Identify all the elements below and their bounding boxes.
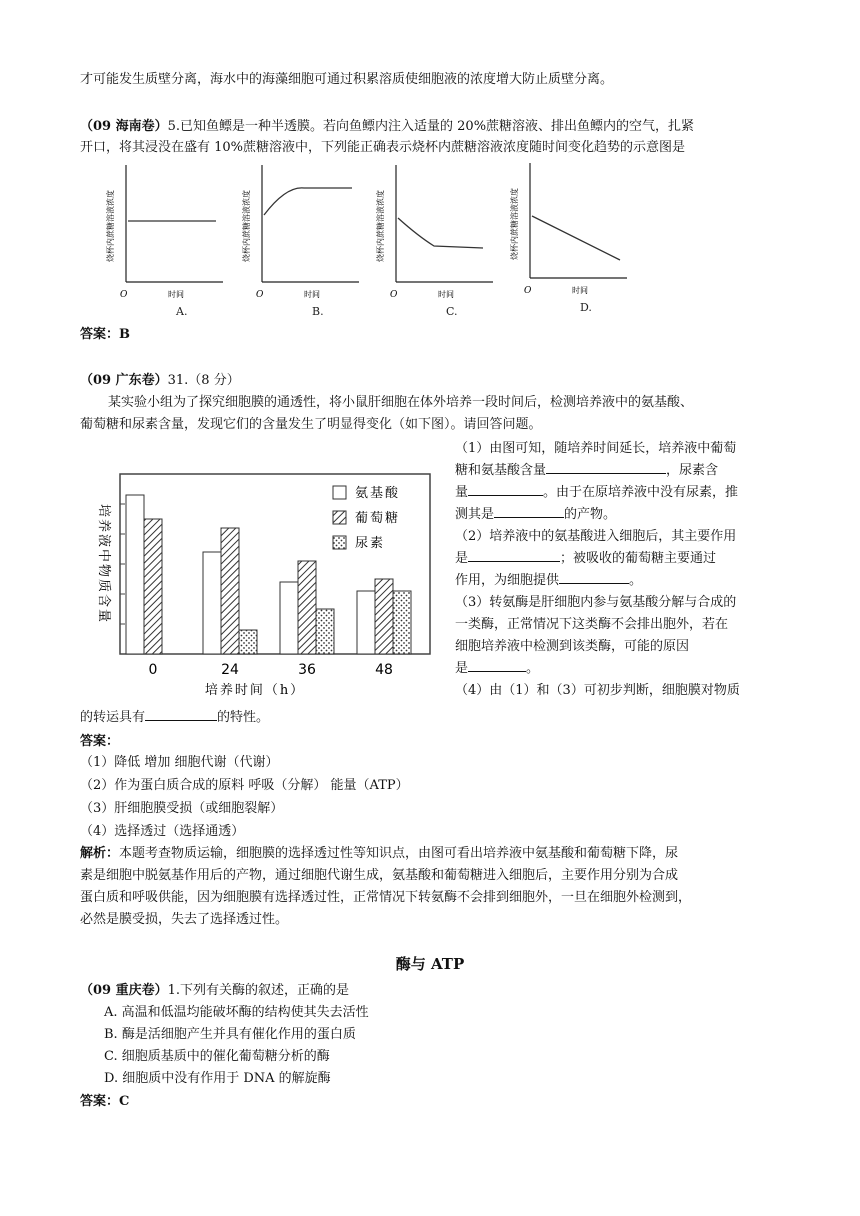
subq-line: 是 ；被吸收的葡萄糖主要通过 [455,551,717,566]
answer-2: （2）作为蛋白质合成的原料 呼吸（分解） 能量（ATP） [80,778,409,793]
bar-葡萄糖-48 [375,579,393,654]
x-axis-label: 培养时间（h） [204,683,306,698]
answer-blank[interactable] [468,483,543,496]
option-d-label: D. [580,301,592,314]
bar-chart [80,464,440,696]
option-a-label: A. [176,305,188,318]
answer-blank[interactable] [468,659,526,672]
question-score: 31.（8 分） [167,373,240,388]
answer-q5: 答案：B [80,327,130,342]
bar-尿素-24 [239,630,257,654]
option-b-graph [244,160,364,310]
subq-line: 是 。 [455,661,540,676]
legend-label: 葡萄糖 [355,511,401,526]
axis-label: 时间 [572,286,588,295]
choice-c: C. 细胞质基质中的催化葡萄糖分析的酶 [104,1049,330,1064]
subq-line: 一类酶，正常情况下这类酶不会排出胞外，若在 [455,617,729,632]
origin-label: O [390,290,398,300]
legend-swatch [333,536,346,549]
legend-label: 尿素 [355,536,386,551]
bar-尿素-48 [393,591,411,654]
bar-chart-svg [80,464,440,696]
axis-label: 时间 [438,290,454,299]
answer-1: （1）降低 增加 细胞代谢（代谢） [80,755,279,770]
option-d-graph [512,158,632,308]
subq-line: 细胞培养液中检测到该类酶，可能的原因 [455,639,690,654]
question-31-header [80,372,240,390]
subq-line: 量 。由于在原培养液中没有尿素，推 [455,485,739,500]
choice-d: D. 细胞质中没有作用于 DNA 的解旋酶 [104,1071,331,1086]
x-tick-label: 0 [148,662,158,678]
subq-line: （1）由图可知，随培养时间延长，培养液中葡萄 [455,441,737,456]
answer-blank[interactable] [546,461,666,474]
x-tick-label: 48 [375,662,393,678]
subq-line: （3）转氨酶是肝细胞内参与氨基酸分解与合成的 [455,595,737,610]
text-line: 才可能发生质壁分离，海水中的海藻细胞可通过积累溶质使细胞液的浓度增大防止质壁分离。 [80,72,614,87]
x-tick-label: 24 [221,662,239,678]
question-31-stem2: 葡萄糖和尿素含量，发现它们的含量发生了明显得变化（如下图）。请回答问题。 [80,417,542,432]
bar-氨基酸-48 [357,591,375,654]
subq-line: 测其是 的产物。 [455,507,617,522]
bar-氨基酸-24 [203,552,221,654]
choice-b: B. 酶是活细胞产生并具有催化作用的蛋白质 [104,1027,356,1042]
subq-line: 糖和氨基酸含量 ，尿素含 [455,463,719,478]
option-c-graph [378,160,498,310]
option-b-label: B. [312,305,324,318]
bar-氨基酸-36 [280,582,298,654]
analysis-line1: 解析：本题考查物质运输，细胞膜的选择透过性等知识点，由图可看出培养液中氨基酸和葡萄糖下降，尿 [80,846,679,861]
answer-blank[interactable] [145,708,217,721]
answer-3: （3）肝细胞膜受损（或细胞裂解） [80,801,284,816]
bar-尿素-36 [316,609,334,654]
answer-blank[interactable] [468,549,560,562]
legend-swatch [333,486,346,499]
axis-label: 烧杯内蔗糖溶液浓度 [242,190,251,262]
analysis-line3: 蛋白质和呼吸供能，因为细胞膜有选择透过性，正常情况下转氨酶不会排到细胞外，一旦在细胞外检测到， [80,890,692,905]
analysis-line2: 素是细胞中脱氨基作用后的产物，通过细胞代谢生成，氨基酸和葡萄糖进入细胞后，主要作用分别为合成 [80,868,679,883]
legend-swatch [333,511,346,524]
option-c-label: C. [446,305,458,318]
origin-label: O [120,290,128,300]
option-a-graph [108,160,228,310]
analysis-line4: 必然是膜受损，失去了选择透过性。 [80,912,289,927]
subq-line: 作用，为细胞提供 。 [455,573,643,588]
legend-label: 氨基酸 [355,486,401,501]
choice-a: A. 高温和低温均能破坏酶的结构使其失去活性 [104,1005,369,1020]
x-tick-label: 36 [298,662,316,678]
answer-4: （4）选择透过（选择通透） [80,824,245,839]
axis-label: 烧杯内蔗糖溶液浓度 [510,188,519,260]
section-title: 酶与 ATP [395,955,465,973]
question-31-subquestions [455,438,785,702]
question-31-stem1: 某实验小组为了探究细胞膜的通透性，将小鼠肝细胞在体外培养一段时间后，检测培养液中的氨基酸、 [108,395,694,410]
question-source: （09 广东卷） [80,373,168,388]
subq-line: （2）培养液中的氨基酸进入细胞后，其主要作用 [455,529,737,544]
origin-label: O [256,290,264,300]
question-source: （09 海南卷） [80,119,168,134]
axis-label: 时间 [168,290,184,299]
answer-q31-label: 答案： [80,734,120,749]
transport-line: 的转运具有 的特性。 [80,710,270,725]
answer-blank[interactable] [559,571,629,584]
bar-氨基酸-0 [126,495,144,654]
question-5-line1 [80,118,694,136]
axis-label: 烧杯内蔗糖溶液浓度 [376,190,385,262]
answer-blank[interactable] [494,505,564,518]
answer-q1: 答案：C [80,1094,130,1109]
bar-葡萄糖-24 [221,528,239,654]
question-text: 5.已知鱼鳔是一种半透膜。若向鱼鳔内注入适量的 20%蔗糖溶液、排出鱼鳔内的空气，扎紧 [167,119,695,134]
question-5-line2: 开口，将其浸没在盛有 10%蔗糖溶液中，下列能正确表示烧杯内蔗糖溶液浓度随时间变化趋势的示意图是 [80,140,686,155]
bar-葡萄糖-36 [298,561,316,654]
y-axis-label: 培养液中物质含量 [96,503,111,625]
axis-label: 时间 [304,290,320,299]
bar-葡萄糖-0 [144,519,162,654]
origin-label: O [524,286,532,296]
question-1-stem: （09 重庆卷）1.下列有关酶的叙述，正确的是 [80,983,350,998]
subq-line: （4）由（1）和（3）可初步判断，细胞膜对物质 [455,683,740,698]
axis-label: 烧杯内蔗糖溶液浓度 [106,190,115,262]
